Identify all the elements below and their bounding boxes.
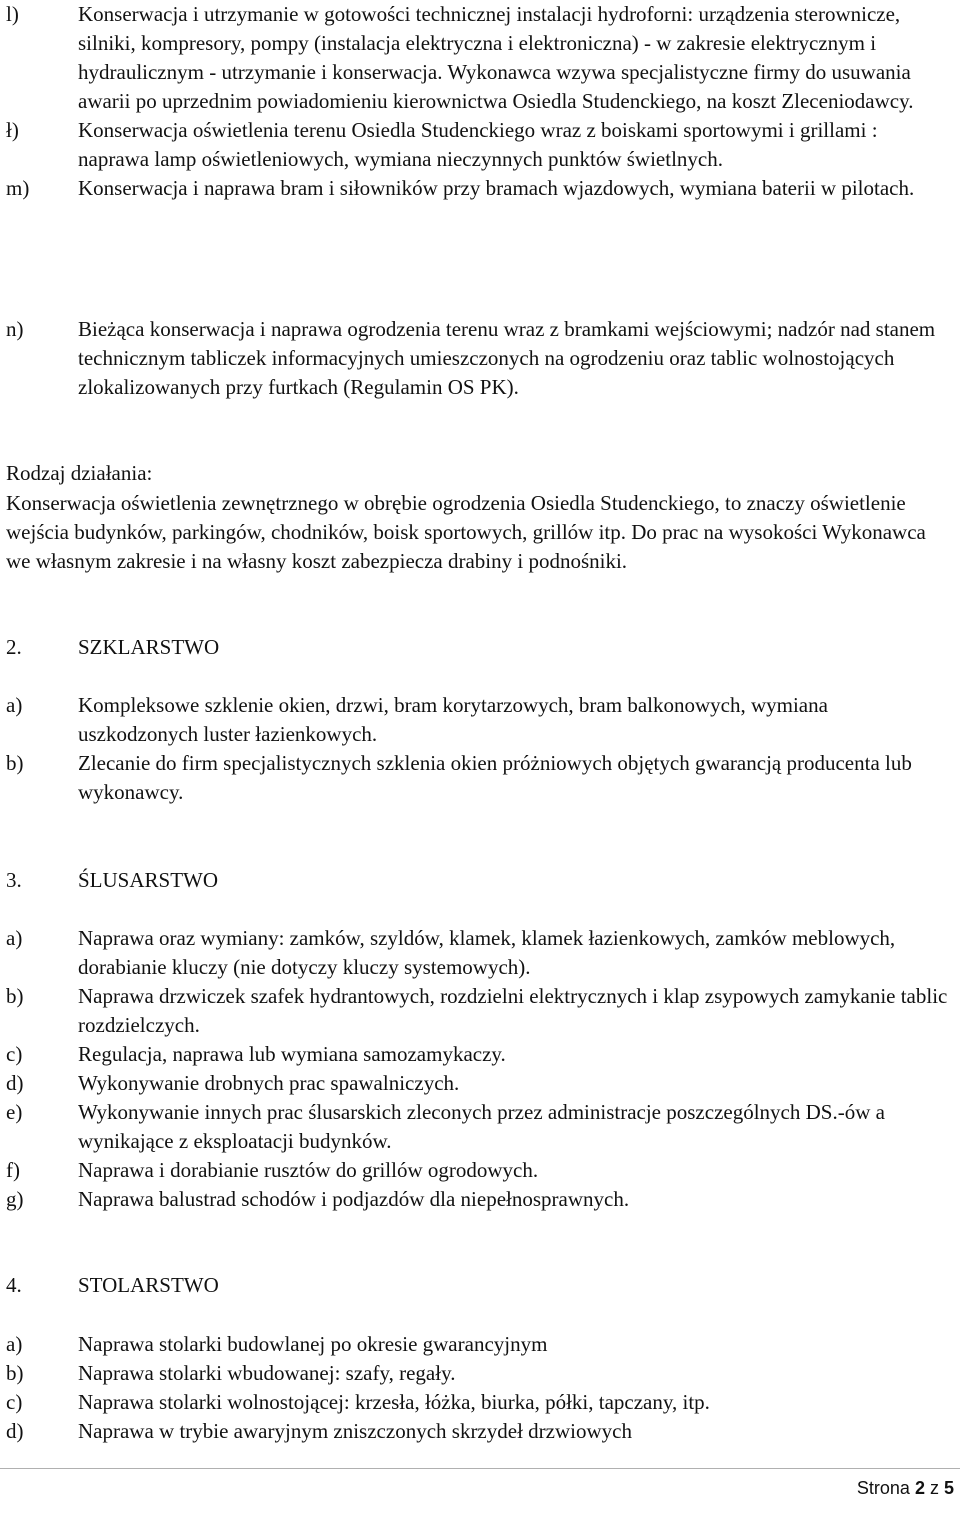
item-label: a) xyxy=(6,693,23,717)
item-text: Konserwacja i utrzymanie w gotowości technicznej instalacji hydroforni: urządzenia sterownicze, silniki, kompresory, pompy (instalacja elektryczna i elektroniczna) - w zakresie elektrycznym i hydraulicznym - utrzymanie i konserwacja. Wykonawca wzywa specjalistyczne firmy do usuwania awarii po uprzednim powiadomieniu kierownictwa Osiedla Studenckiego, na koszt Zleceniodawcy. xyxy=(78,2,914,113)
item-text: Kompleksowe szklenie okien, drzwi, bram korytarzowych, bram balkonowych, wymiana uszkodzonych luster łazienkowych. xyxy=(78,693,828,746)
item-text: Naprawa oraz wymiany: zamków, szyldów, klamek, klamek łazienkowych, zamków meblowych, dorabianie kluczy (nie dotyczy kluczy systemowych). xyxy=(78,926,896,979)
list-item-l-stroke xyxy=(6,116,951,174)
item-label: c) xyxy=(6,1390,23,1414)
list-item xyxy=(6,749,951,807)
item-label: c) xyxy=(6,1042,23,1066)
item-label: e) xyxy=(6,1100,23,1124)
list-item xyxy=(6,1069,951,1098)
section-title: STOLARSTWO xyxy=(78,1273,219,1297)
action-text: Konserwacja oświetlenia zewnętrznego w obrębie ogrodzenia Osiedla Studenckiego, to znaczy oświetlenie wejścia budynków, parkingów, chodników, boisk sportowych, grillów itp. Do prac na wysokości Wykonawca we własnym zakresie i na własny koszt zabezpiecza drabiny i podnośniki. xyxy=(6,491,926,573)
page-footer xyxy=(857,1478,954,1499)
list-item-l xyxy=(6,0,951,116)
item-label: b) xyxy=(6,1361,24,1385)
section-2-list xyxy=(6,691,951,807)
section-title: ŚLUSARSTWO xyxy=(78,868,219,892)
item-text: Naprawa balustrad schodów i podjazdów dla niepełnosprawnych. xyxy=(78,1187,630,1211)
section-4-list xyxy=(6,1330,951,1446)
section1-list-n xyxy=(6,315,951,402)
footer-page-number: 2 xyxy=(914,1478,925,1498)
item-label: d) xyxy=(6,1419,24,1443)
section-2-heading xyxy=(6,633,951,662)
section-number: 4. xyxy=(6,1273,22,1297)
item-label: f) xyxy=(6,1158,20,1182)
list-item xyxy=(6,1359,951,1388)
section-number: 3. xyxy=(6,868,22,892)
action-heading: Rodzaj działania: xyxy=(6,461,153,485)
item-text: Zlecanie do firm specjalistycznych szklenia okien próżniowych objętych gwarancją producenta lub wykonawcy. xyxy=(78,751,912,804)
section-3-heading xyxy=(6,866,951,895)
item-text: Naprawa stolarki budowlanej po okresie gwarancyjnym xyxy=(78,1332,548,1356)
item-label: b) xyxy=(6,984,24,1008)
list-item xyxy=(6,1330,951,1359)
item-text: Konserwacja i naprawa bram i siłowników przy bramach wjazdowych, wymiana baterii w pilotach. xyxy=(78,176,915,200)
section1-list-top xyxy=(6,0,951,203)
item-label: b) xyxy=(6,751,24,775)
list-item xyxy=(6,1098,951,1156)
item-text: Naprawa w trybie awaryjnym zniszczonych skrzydeł drzwiowych xyxy=(78,1419,632,1443)
item-label: n) xyxy=(6,317,24,341)
item-label: ł) xyxy=(6,118,19,142)
footer-total-pages: 5 xyxy=(943,1478,954,1498)
section-number: 2. xyxy=(6,635,22,659)
list-item xyxy=(6,691,951,749)
list-item xyxy=(6,1156,951,1185)
item-label: a) xyxy=(6,926,23,950)
item-text: Naprawa drzwiczek szafek hydrantowych, rozdzielni elektrycznych i klap zsypowych zamykanie tablic rozdzielczych. xyxy=(78,984,948,1037)
section-3-list xyxy=(6,924,951,1214)
footer-divider xyxy=(0,1468,960,1469)
section-4-heading xyxy=(6,1271,951,1300)
item-text: Wykonywanie innych prac ślusarskich zleconych przez administracje poszczególnych DS.-ów a wynikające z eksploatacji budynków. xyxy=(78,1100,885,1153)
footer-prefix: Strona xyxy=(856,1478,910,1498)
footer-of: z xyxy=(929,1478,939,1498)
list-item xyxy=(6,1388,951,1417)
item-label: l) xyxy=(6,2,19,26)
item-text: Wykonywanie drobnych prac spawalniczych. xyxy=(78,1071,460,1095)
item-text: Regulacja, naprawa lub wymiana samozamykaczy. xyxy=(78,1042,506,1066)
item-text: Konserwacja oświetlenia terenu Osiedla Studenckiego wraz z boiskami sportowymi i grillami : naprawa lamp oświetleniowych, wymiana nieczynnych punktów świetlnych. xyxy=(78,118,878,171)
item-text: Naprawa i dorabianie rusztów do grillów ogrodowych. xyxy=(78,1158,539,1182)
item-label: d) xyxy=(6,1071,24,1095)
list-item xyxy=(6,1417,951,1446)
section-title: SZKLARSTWO xyxy=(78,635,220,659)
item-label: m) xyxy=(6,176,30,200)
item-label: a) xyxy=(6,1332,23,1356)
item-label: g) xyxy=(6,1187,24,1211)
list-item xyxy=(6,1185,951,1214)
list-item xyxy=(6,982,951,1040)
list-item xyxy=(6,924,951,982)
item-text: Naprawa stolarki wbudowanej: szafy, regały. xyxy=(78,1361,456,1385)
item-text: Bieżąca konserwacja i naprawa ogrodzenia terenu wraz z bramkami wejściowymi; nadzór nad stanem technicznym tabliczek informacyjnych umieszczonych na ogrodzeniu oraz tablic wolnostojących zlokalizowanych przy furtkach (Regulamin OS PK). xyxy=(78,317,936,399)
item-text: Naprawa stolarki wolnostojącej: krzesła, łóżka, biurka, półki, tapczany, itp. xyxy=(78,1390,710,1414)
list-item-n xyxy=(6,315,951,402)
list-item-m xyxy=(6,174,951,203)
list-item xyxy=(6,1040,951,1069)
